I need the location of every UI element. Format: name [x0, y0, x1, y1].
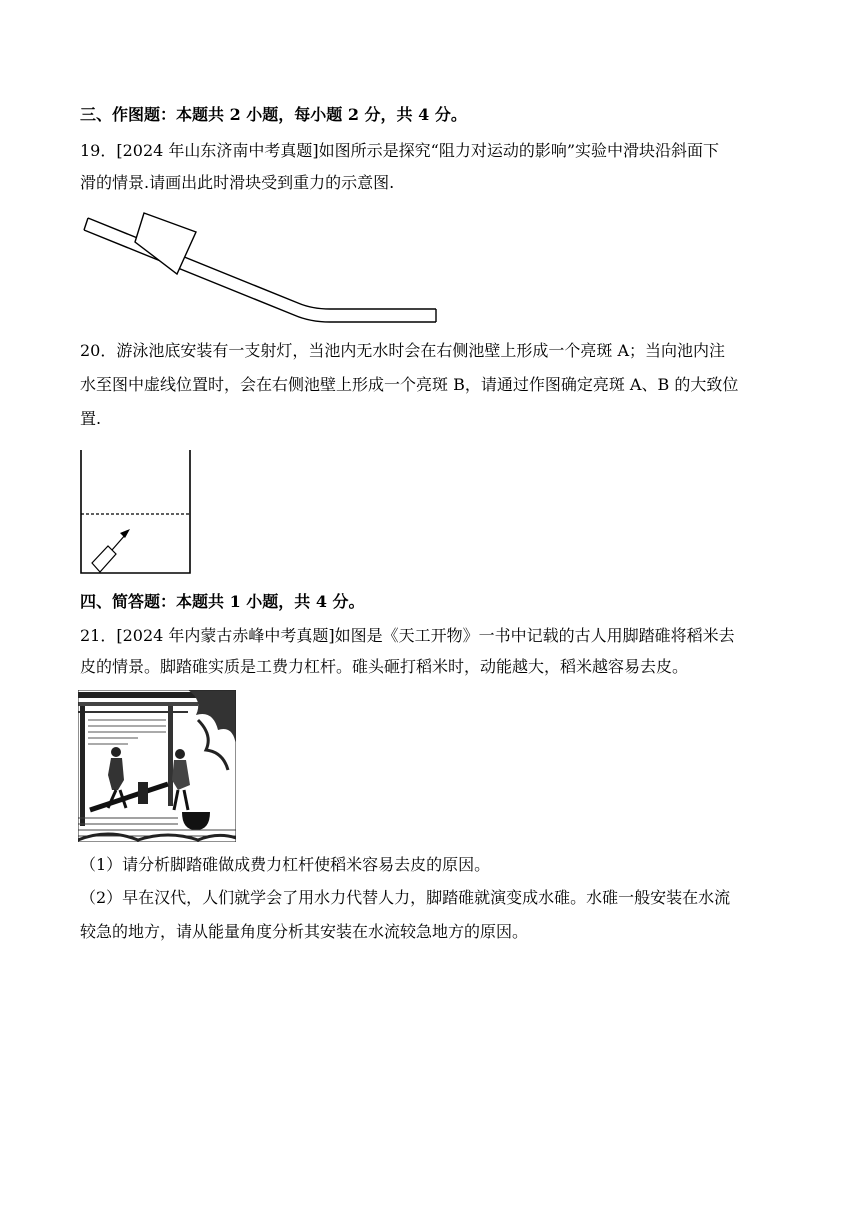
section-3-heading: 三、作图题：本题共 2 小题，每小题 2 分，共 4 分。 [80, 105, 467, 124]
question-20-line-3: 置. [80, 409, 102, 428]
sliding-block [135, 213, 196, 274]
tiangong-kaiwu-illustration [78, 690, 236, 842]
question-19-line-1: 19．[2024 年山东济南中考真题]如图所示是探究“阻力对运动的影响”实验中滑块沿斜面下 [80, 141, 720, 160]
question-21-sub-1: （1）请分析脚踏碓做成费力杠杆使稻米容易去皮的原因。 [80, 855, 491, 874]
light-ray-arrowhead [120, 529, 130, 538]
question-21-sub-2-line-2: 较急的地方，请从能量角度分析其安装在水流较急地方的原因。 [80, 922, 529, 941]
slope-block-figure [80, 205, 445, 330]
question-20-line-2: 水至图中虚线位置时，会在右侧池壁上形成一个亮斑 B，请通过作图确定亮斑 A、B 的大致位 [80, 375, 739, 394]
question-21-sub-2-line-1: （2）早在汉代，人们就学会了用水力代替人力，脚踏碓就演变成水碓。水碓一般安装在水流 [80, 888, 731, 907]
pool-figure [78, 448, 196, 578]
question-20-line-1: 20．游泳池底安装有一支射灯，当池内无水时会在右侧池壁上形成一个亮斑 A；当向池内注 [80, 341, 726, 360]
question-19-line-2: 滑的情景.请画出此时滑块受到重力的示意图. [80, 173, 395, 192]
section-4-heading: 四、简答题：本题共 1 小题，共 4 分。 [80, 592, 365, 611]
question-21-line-2: 皮的情景。脚踏碓实质是工费力杠杆。碓头砸打稻米时，动能越大，稻米越容易去皮。 [80, 657, 689, 676]
question-21-line-1: 21．[2024 年内蒙古赤峰中考真题]如图是《天工开物》一书中记载的古人用脚踏碓将稻米去 [80, 626, 735, 645]
